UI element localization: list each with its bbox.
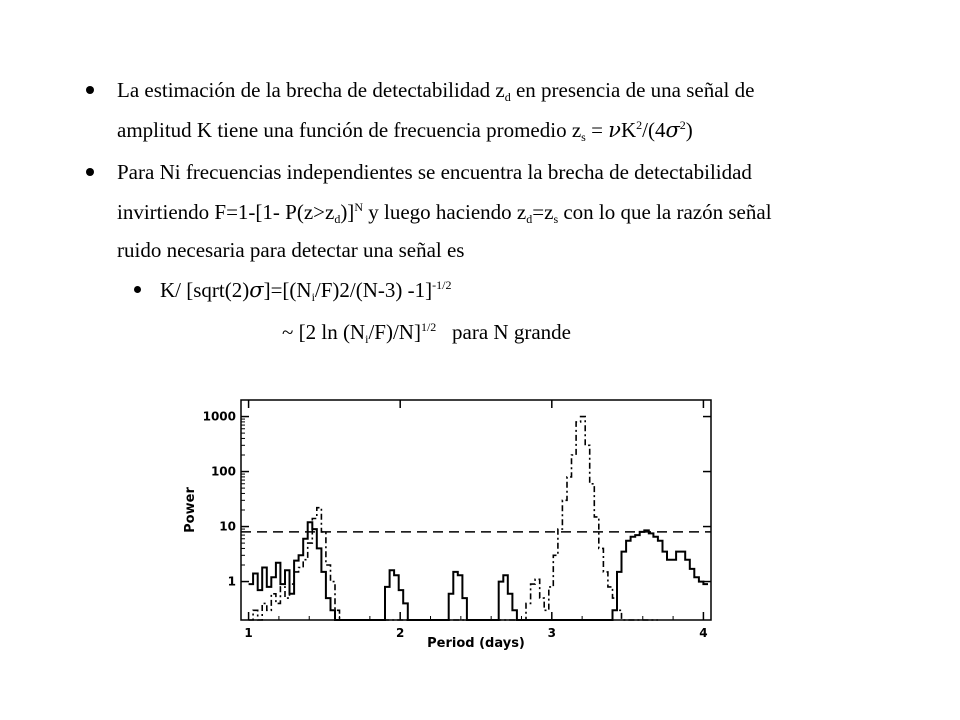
text-segment: La estimación de la brecha de detectabilidad z — [117, 78, 505, 102]
plot-frame — [241, 400, 711, 620]
sub-bullet-line-2 — [282, 320, 571, 344]
text-segment: invirtiendo F=1-[1- P(z>z — [117, 200, 335, 224]
subscript: i — [365, 332, 369, 346]
x-tick-label: 4 — [699, 626, 708, 640]
text-segment: )] — [340, 200, 355, 224]
x-tick-label: 1 — [244, 626, 253, 640]
x-axis-label: Period (days) — [427, 636, 525, 651]
superscript: 2 — [636, 118, 643, 132]
text-segment: K — [620, 118, 637, 142]
solid-power-series — [249, 522, 708, 620]
bullet-2-line-3 — [117, 238, 464, 262]
text-segment: K/ [sqrt(2) — [160, 278, 250, 302]
y-tick-label: 1 — [227, 574, 236, 589]
x-tick-label: 3 — [547, 626, 556, 640]
y-tick-label: 10 — [219, 519, 236, 534]
superscript: 2 — [679, 118, 686, 132]
y-tick-label: 1000 — [202, 409, 236, 424]
text-segment: ]=[(N — [263, 278, 312, 302]
text-segment: para N grande — [436, 320, 571, 344]
subscript: s — [553, 212, 559, 226]
text-segment: en presencia de una señal de — [510, 78, 755, 102]
y-tick-label: 100 — [210, 464, 236, 479]
text-segment: /(4 — [642, 118, 666, 142]
subscript: d — [526, 212, 533, 226]
text-segment: Para Ni frecuencias independientes se encuentra la brecha de detectabilidad — [117, 160, 752, 184]
text-segment: ruido necesaria para detectar una señal es — [117, 238, 465, 262]
bullet-dot — [134, 286, 141, 293]
text-segment: con lo que la razón señal — [558, 200, 772, 224]
subscript: d — [504, 90, 511, 104]
x-tick-label: 2 — [396, 626, 405, 640]
bullet-2-line-2 — [117, 200, 772, 224]
bullet-1-line-1 — [117, 78, 754, 102]
text-segment: = — [585, 118, 609, 142]
y-axis-label: Power — [183, 487, 198, 533]
nu-symbol: ν — [608, 118, 621, 142]
subscript: i — [311, 290, 315, 304]
bullet-1-line-2 — [117, 118, 693, 142]
superscript: 1/2 — [420, 320, 437, 334]
bullet-2-line-1 — [117, 160, 752, 184]
text-segment: y luego haciendo z — [362, 200, 527, 224]
subscript: s — [581, 130, 586, 144]
periodogram-chart — [178, 385, 728, 705]
text-segment: /F)2/(N-3) -1] — [314, 278, 433, 302]
sub-bullet-line-1 — [160, 278, 452, 302]
sigma-symbol: σ — [665, 118, 680, 142]
bullet-dot — [86, 86, 94, 94]
text-segment: /F)/N] — [368, 320, 421, 344]
superscript: -1/2 — [432, 278, 452, 292]
text-segment: ~ [2 ln (N — [282, 320, 366, 344]
bullet-dot — [86, 168, 94, 176]
subscript: d — [334, 212, 341, 226]
sigma-symbol: σ — [249, 278, 264, 302]
superscript: N — [354, 200, 363, 214]
text-segment: ) — [685, 118, 693, 142]
text-segment: =z — [532, 200, 554, 224]
text-segment: amplitud K tiene una función de frecuencia promedio z — [117, 118, 582, 142]
